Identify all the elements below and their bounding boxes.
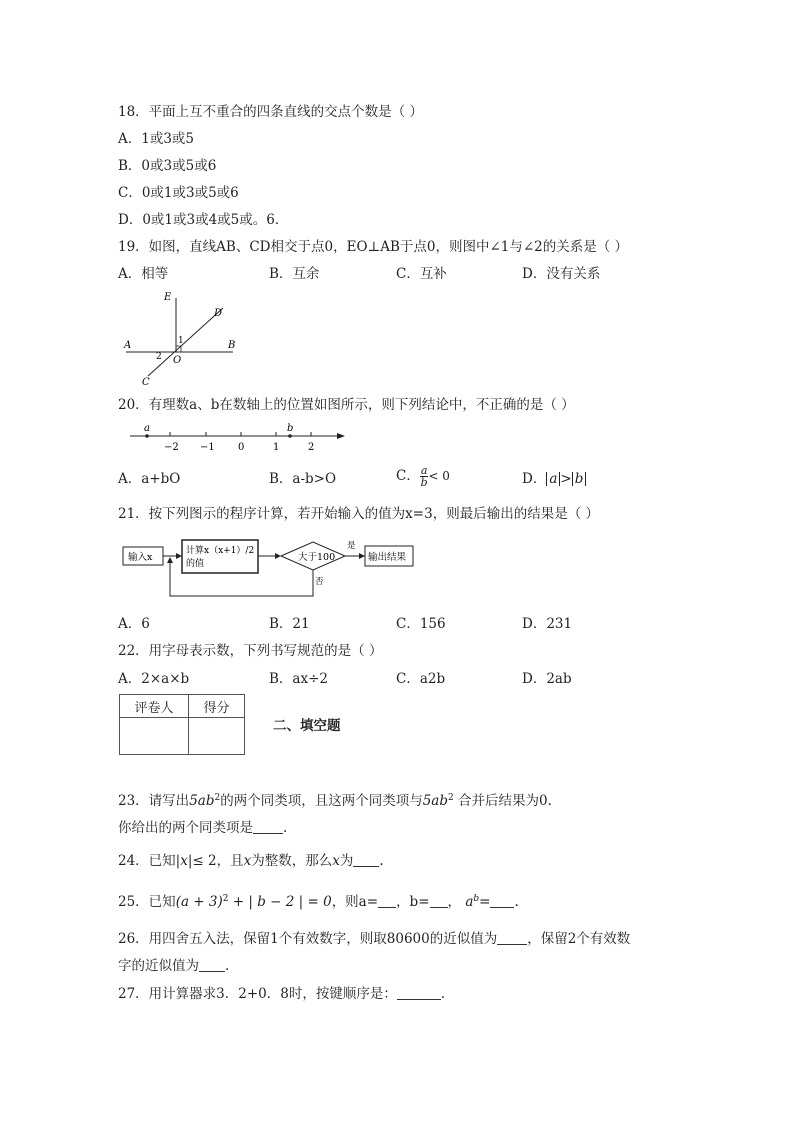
flow-input-box: 输入x (128, 552, 153, 563)
q18-option-d: D．0或1或3或4或5或。6． (118, 212, 289, 228)
fig-label-e: E (164, 292, 172, 303)
fraction-a-over-b: $\frac{a}{b}$ (420, 464, 428, 489)
fig-angle-2: 2 (156, 352, 162, 362)
q20-option-b: B．a-b>O (269, 471, 337, 487)
score-header: 得分 (189, 695, 245, 718)
flow-calc-line2: 的值 (186, 559, 205, 569)
section-heading: 二、填空题 (273, 718, 341, 734)
q23-line1: 23．请写出$5ab^2$的两个同类项，且这两个同类项与$5ab^2$ 合并后结果为0. (118, 793, 552, 809)
q21-stem: 21．按下列图示的程序计算，若开始输入的值为x=3，则最后输出的结果是（ ） (118, 506, 599, 522)
q19-option-a: A．相等 (118, 266, 169, 282)
flow-condition: 大于100 (298, 552, 336, 563)
q22-option-b: B．ax÷2 (269, 671, 328, 687)
flow-calc-line1: 计算x（x+1）/2 (186, 546, 255, 556)
fig-label-c: C (142, 377, 150, 388)
answer-blank[interactable] (430, 894, 448, 908)
grader-header: 评卷人 (120, 695, 189, 718)
q27-line: 27．用计算器求3．2+0．8时，按键顺序是： . (118, 986, 446, 1002)
q21-option-c: C．156 (396, 616, 446, 632)
q20-number-line (125, 420, 350, 454)
axis-tick-2: 2 (308, 442, 315, 453)
fig-label-d: D (214, 308, 223, 319)
fig-angle-1: 1 (178, 336, 184, 346)
q21-option-b: B．21 (269, 616, 310, 632)
q19-option-b: B．互余 (269, 266, 320, 282)
q18-option-b: B．0或3或5或6 (118, 158, 217, 174)
q22-option-a: A．2×a×b (118, 671, 190, 687)
grader-table (119, 694, 245, 755)
axis-point-b: b (287, 423, 294, 434)
fig-label-b: B (228, 340, 236, 351)
q26-line1: 26．用四舍五入法，保留1个有效数字，则取80600的近似值为 ，保留2个有效数 (118, 931, 631, 947)
q20-stem: 20．有理数a、b在数轴上的位置如图所示，则下列结论中，不正确的是（ ） (118, 397, 575, 413)
answer-blank[interactable] (253, 820, 283, 834)
fig-label-a: A (124, 340, 132, 351)
flow-no-label: 否 (315, 577, 324, 587)
flow-output-box: 输出结果 (368, 552, 407, 563)
q25-line: 25．已知$(a + 3)^2$ + | b − 2 | = 0，则a= ，b= ， $a^b=$ . (118, 894, 519, 910)
q21-option-a: A．6 (118, 616, 150, 632)
grader-cell (120, 718, 189, 755)
q18-option-a: A．1或3或5 (118, 131, 195, 147)
q22-option-c: C．a2b (396, 671, 446, 687)
q23-line2: 你给出的两个同类项是 . (118, 820, 288, 836)
q19-option-d: D．没有关系 (522, 266, 601, 282)
q22-stem: 22．用字母表示数，下列书写规范的是（ ） (118, 643, 383, 659)
q18-option-c: C．0或1或3或5或6 (118, 185, 239, 201)
answer-blank[interactable] (353, 853, 379, 867)
q20-option-a: A．a+bO (118, 471, 181, 487)
q18-stem: 18．平面上互不重合的四条直线的交点个数是（ ） (118, 104, 423, 120)
q20-option-c: C． $\frac{a}{b}$ < 0 (396, 464, 450, 489)
q20-option-d: D． a > b (522, 471, 586, 487)
axis-tick-0: 0 (238, 442, 245, 453)
answer-blank[interactable] (378, 894, 396, 908)
score-cell (189, 718, 245, 755)
q26-line2: 字的近似值为 . (118, 958, 230, 974)
axis-point-a: a (144, 423, 150, 434)
flow-yes-label: 是 (347, 541, 356, 551)
q24-line: 24．已知|x|≤ 2，且x为整数，那么x为 . (118, 853, 384, 869)
answer-blank[interactable] (497, 931, 527, 945)
axis-tick-neg1: −1 (200, 442, 215, 453)
answer-blank[interactable] (490, 894, 514, 908)
q19-stem: 19．如图，直线AB、CD相交于点0，EO⊥AB于点0，则图中∠1与∠2的关系是（ ） (118, 239, 629, 255)
q19-option-c: C．互补 (396, 266, 447, 282)
axis-tick-1: 1 (273, 442, 280, 453)
q19-figure (118, 286, 248, 390)
q22-option-d: D．2ab (522, 671, 572, 687)
q21-flowchart (118, 533, 418, 603)
fig-label-o: O (173, 355, 182, 366)
answer-blank[interactable] (397, 986, 441, 1000)
axis-tick-neg2: −2 (164, 442, 179, 453)
q21-option-d: D．231 (522, 616, 573, 632)
answer-blank[interactable] (199, 958, 225, 972)
